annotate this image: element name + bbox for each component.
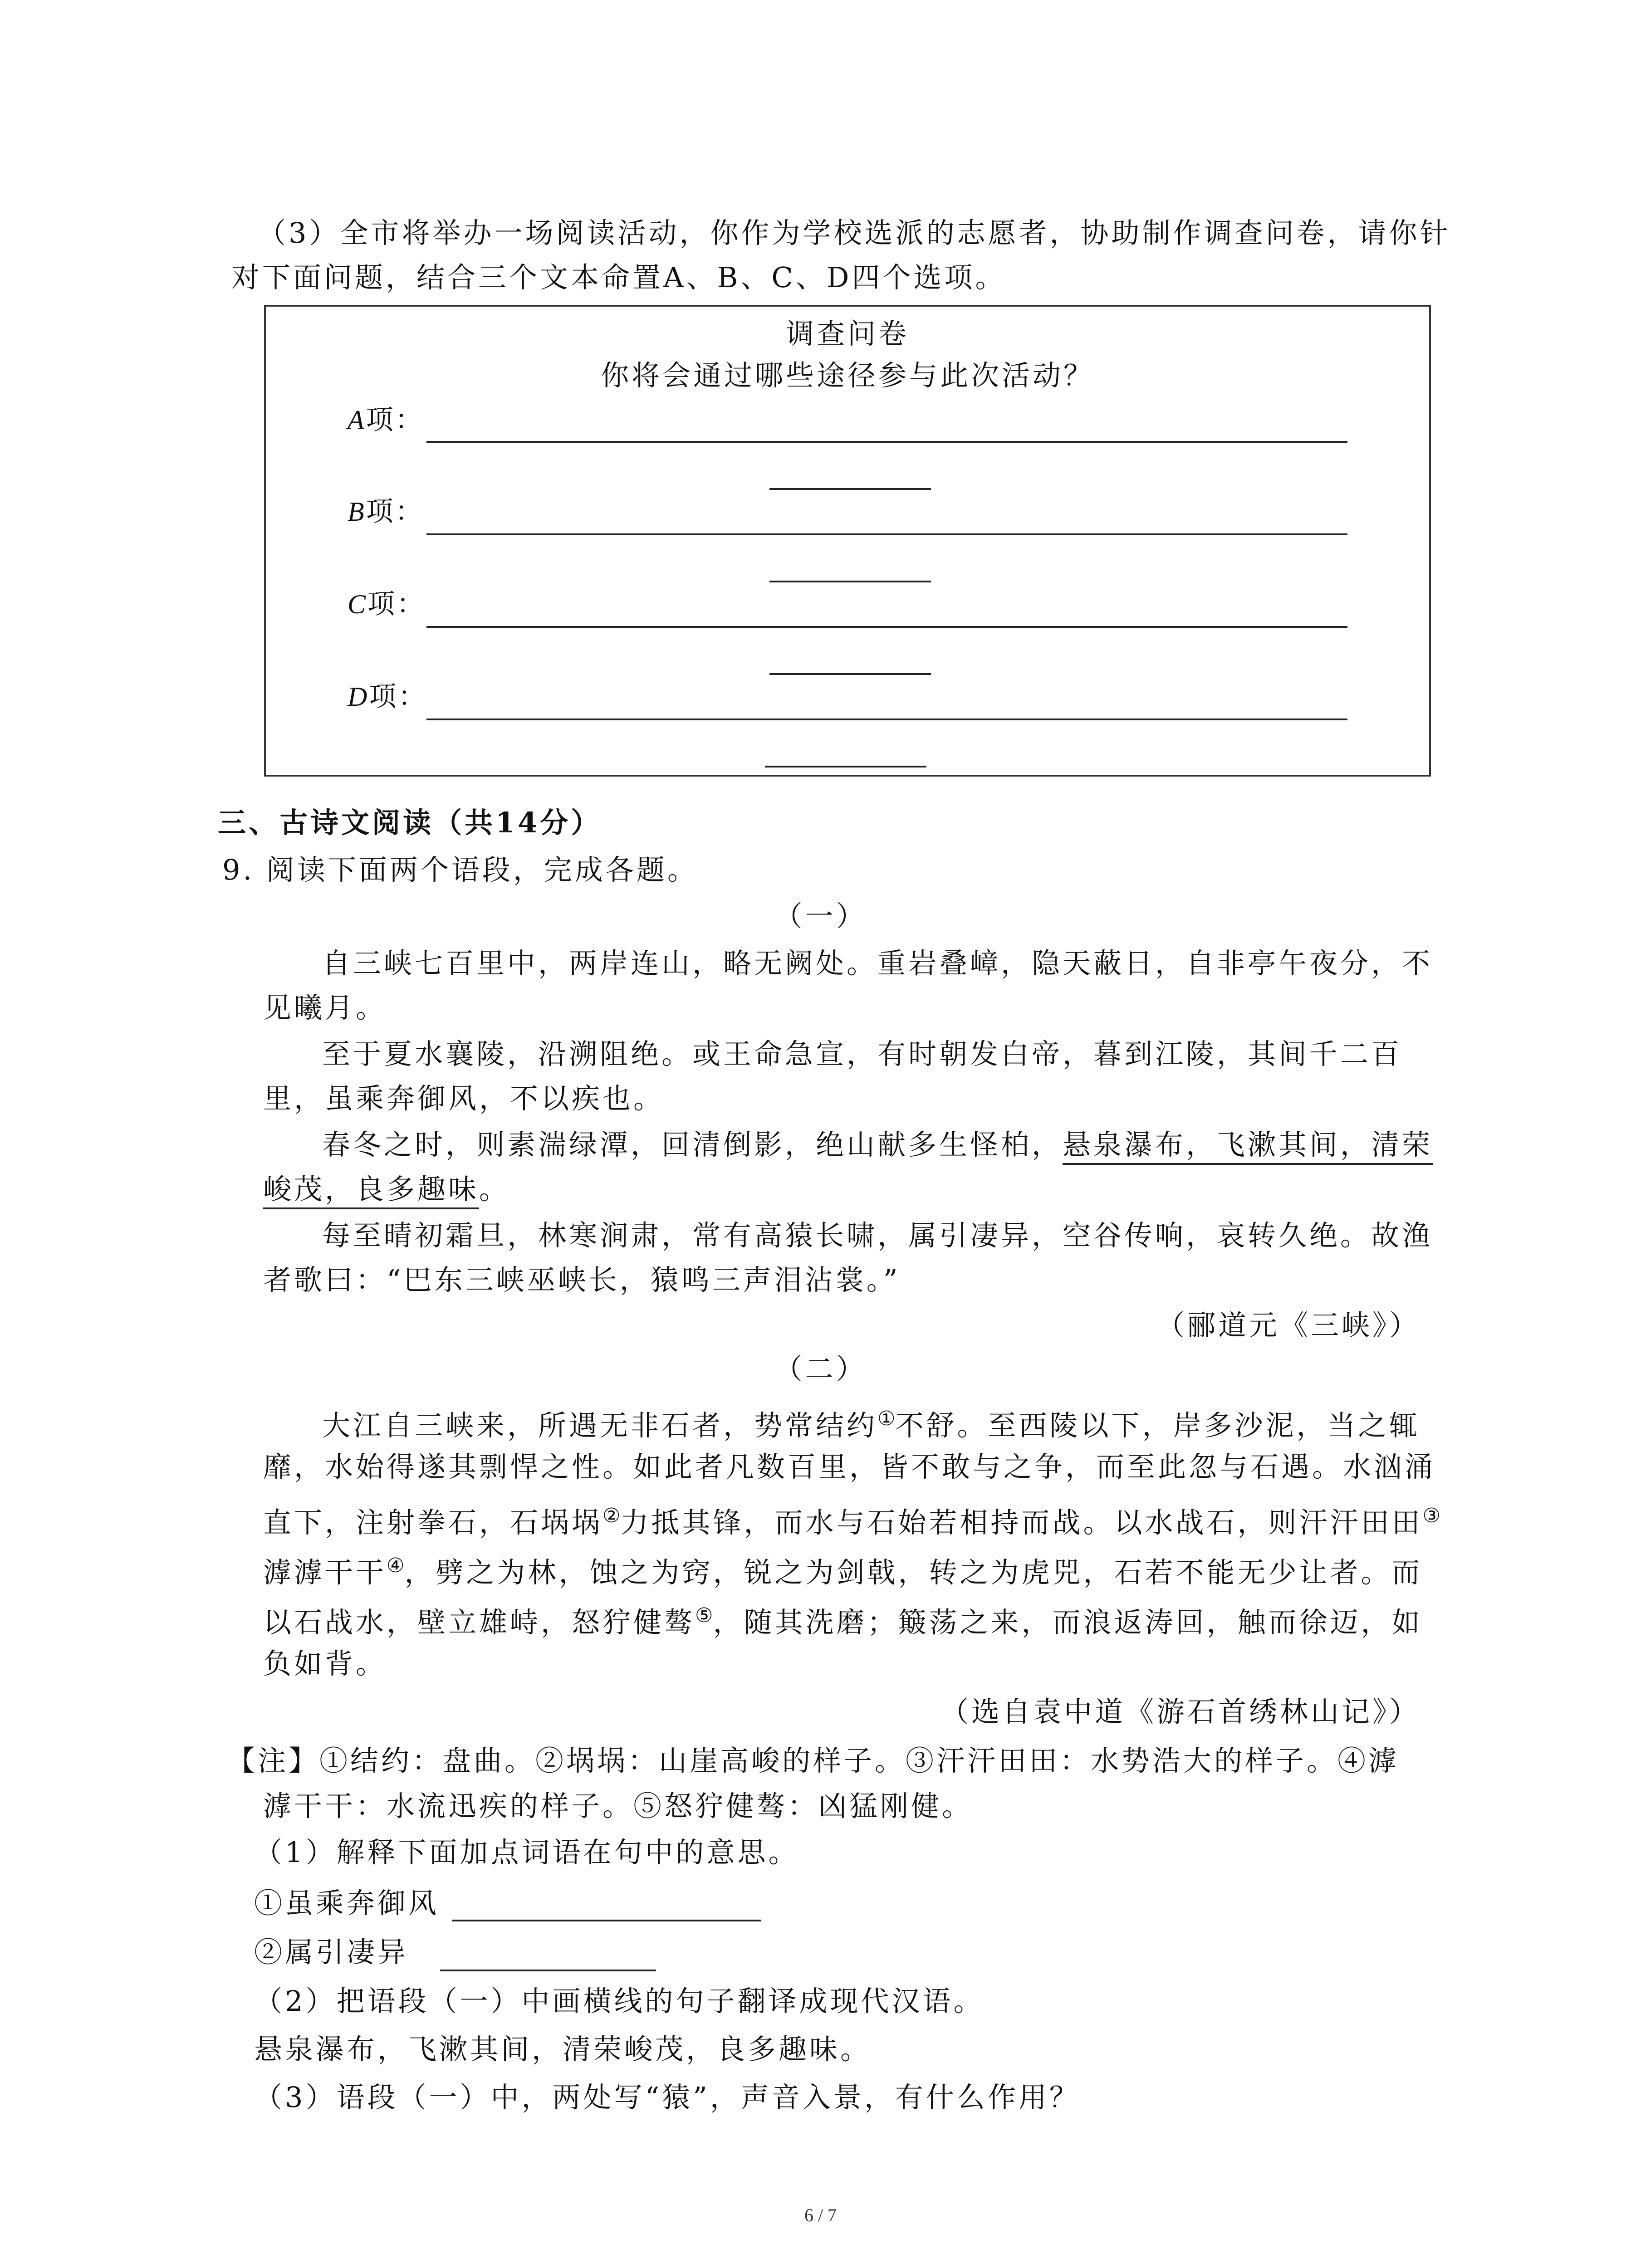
passage1-p1-line2: 见曦月。 bbox=[263, 991, 387, 1024]
notes-line2: 滹干干：水流迅疾的样子。⑤怒狞健骜：凶猛刚健。 bbox=[263, 1789, 973, 1823]
subq1-item-a: ①虽乘奔御风 bbox=[254, 1887, 440, 1920]
passage1-p2-line2: 里，虽乘奔御风，不以疾也。 bbox=[263, 1082, 665, 1115]
passage1-p3-plain: 春冬之时，则素湍绿潭，回清倒影，绝山献多生怪柏， bbox=[322, 1128, 1063, 1161]
passage2-line5-a: 以石战水，壁立雄峙，怒狞健骜 bbox=[263, 1606, 696, 1639]
survey-title: 调查问卷 bbox=[785, 317, 909, 350]
passage1-p3-end: 。 bbox=[479, 1173, 510, 1206]
option-d-label bbox=[348, 679, 427, 715]
passage1-p1-line1: 自三峡七百里中，两岸连山，略无阙处。重岩叠嶂，隐天蔽日，自非亭午夜分，不 bbox=[322, 947, 1433, 980]
option-a-suffix: 项： bbox=[366, 404, 424, 436]
passage2-source: （选自袁中道《游石首绣林山记》） bbox=[940, 1695, 1420, 1728]
underlined-sentence-part1: 悬泉瀑布，飞漱其间，清荣 bbox=[1063, 1128, 1433, 1165]
footnote-ref-3: ③ bbox=[1422, 1504, 1440, 1527]
passage2-line2: 靡，水始得遂其剽悍之性。如此者凡数百里，皆不敢与之争，而至此忽与石遇。水汹涌 bbox=[263, 1450, 1436, 1483]
passage1-p3-line1 bbox=[322, 1127, 1433, 1163]
option-c-answer-line[interactable] bbox=[426, 626, 1347, 628]
option-d-suffix: 项： bbox=[369, 681, 427, 713]
option-b-answer-line[interactable] bbox=[426, 533, 1347, 535]
passage2-line1-b: 不舒。至西陵以下，岸多沙泥，当之辄 bbox=[895, 1409, 1420, 1442]
passage1-p2-line1: 至于夏水襄陵，沿溯阻绝。或王命急宣，有时朝发白帝，暮到江陵，其间千二百 bbox=[322, 1037, 1402, 1070]
option-a-answer-line-2[interactable] bbox=[769, 488, 931, 490]
passage2-line6: 负如背。 bbox=[263, 1647, 387, 1680]
passage1-p3-line2 bbox=[263, 1171, 510, 1207]
underlined-sentence-part2: 峻茂，良多趣味 bbox=[263, 1173, 479, 1209]
passage1-source: （郦道元《三峡》） bbox=[1156, 1309, 1420, 1342]
option-b-letter: B bbox=[348, 497, 366, 527]
subq1-item-a-answer-blank[interactable] bbox=[452, 1920, 761, 1921]
option-a-label bbox=[348, 402, 424, 438]
option-a-answer-line[interactable] bbox=[426, 441, 1347, 443]
passage2-line5 bbox=[263, 1598, 1422, 1641]
notes-line1: 【注】①结约：盘曲。②埚埚：山崖高峻的样子。③汗汗田田：水势浩大的样子。④滹 bbox=[227, 1744, 1400, 1777]
option-b-suffix: 项： bbox=[366, 496, 424, 528]
option-c-suffix: 项： bbox=[367, 588, 426, 620]
option-c-answer-line-2[interactable] bbox=[769, 673, 931, 675]
q3-text-line1: （3）全市将举办一场阅读活动，你作为学校选派的志愿者，协助制作调查问卷，请你针 bbox=[258, 216, 1451, 249]
subq3-prompt: （3）语段（一）中，两处写“猿”，声音入景，有什么作用？ bbox=[254, 2081, 1080, 2114]
page-number: 6 / 7 bbox=[804, 2205, 837, 2225]
passage2-line3-b: 力抵其锋，而水与石始若相持而战。以水战石，则汗汗田田 bbox=[620, 1506, 1423, 1539]
subq2-prompt: （2）把语段（一）中画横线的句子翻译成现代汉语。 bbox=[254, 1984, 985, 2018]
passage1-marker: （一） bbox=[774, 899, 867, 933]
passage2-line4-b: ，劈之为林，蚀之为窍，锐之为剑戟，转之为虎兕，石若不能无少让者。而 bbox=[404, 1556, 1423, 1589]
footnote-ref-1: ① bbox=[877, 1407, 896, 1430]
option-c-label bbox=[348, 586, 426, 622]
passage1-p4-line1: 每至晴初霜旦，林寒涧肃，常有高猿长啸，属引凄异，空谷传响，哀转久绝。故渔 bbox=[322, 1219, 1433, 1252]
option-d-letter: D bbox=[348, 682, 369, 712]
passage2-line4 bbox=[263, 1548, 1422, 1591]
subq1-item-b-answer-blank[interactable] bbox=[440, 1970, 656, 1971]
q3-text-line2: 对下面问题，结合三个文本命置A、B、C、D四个选项。 bbox=[231, 261, 1006, 294]
q9-prompt: 9. 阅读下面两个语段，完成各题。 bbox=[222, 853, 698, 886]
survey-box bbox=[264, 305, 1431, 777]
option-c-letter: C bbox=[348, 589, 368, 619]
option-b-label bbox=[348, 494, 424, 530]
passage2-line1 bbox=[322, 1401, 1420, 1444]
passage2-line5-b: ，随其洗磨；簸荡之来，而浪返涛回，触而徐迈，如 bbox=[713, 1606, 1423, 1639]
option-d-answer-line[interactable] bbox=[426, 719, 1347, 720]
footnote-ref-5: ⑤ bbox=[695, 1604, 713, 1627]
passage2-line1-a: 大江自三峡来，所遇无非石者，势常结约 bbox=[322, 1409, 878, 1442]
footnote-ref-4: ④ bbox=[387, 1554, 405, 1577]
passage2-line3-a: 直下，注射拳石，石埚埚 bbox=[263, 1506, 603, 1539]
option-d-answer-line-2[interactable] bbox=[765, 766, 926, 767]
section-heading: 三、古诗文阅读（共14分） bbox=[218, 806, 602, 839]
passage2-marker: （二） bbox=[774, 1352, 867, 1385]
passage2-line4-a: 滹滹干干 bbox=[263, 1556, 387, 1589]
option-a-letter: A bbox=[348, 405, 366, 435]
survey-question: 你将会通过哪些途径参与此次活动？ bbox=[600, 359, 1094, 392]
passage2-line3 bbox=[263, 1498, 1440, 1541]
passage1-p4-line2: 者歌曰：“巴东三峡巫峡长，猿鸣三声泪沾裳。” bbox=[263, 1263, 901, 1296]
subq1-item-b: ②属引凄异 bbox=[254, 1936, 409, 1969]
option-b-answer-line-2[interactable] bbox=[769, 581, 931, 582]
footnote-ref-2: ② bbox=[603, 1504, 621, 1527]
subq2-sentence: 悬泉瀑布，飞漱其间，清荣峻茂，良多趣味。 bbox=[254, 2033, 872, 2066]
subq1-prompt: （1）解释下面加点词语在句中的意思。 bbox=[254, 1836, 799, 1869]
